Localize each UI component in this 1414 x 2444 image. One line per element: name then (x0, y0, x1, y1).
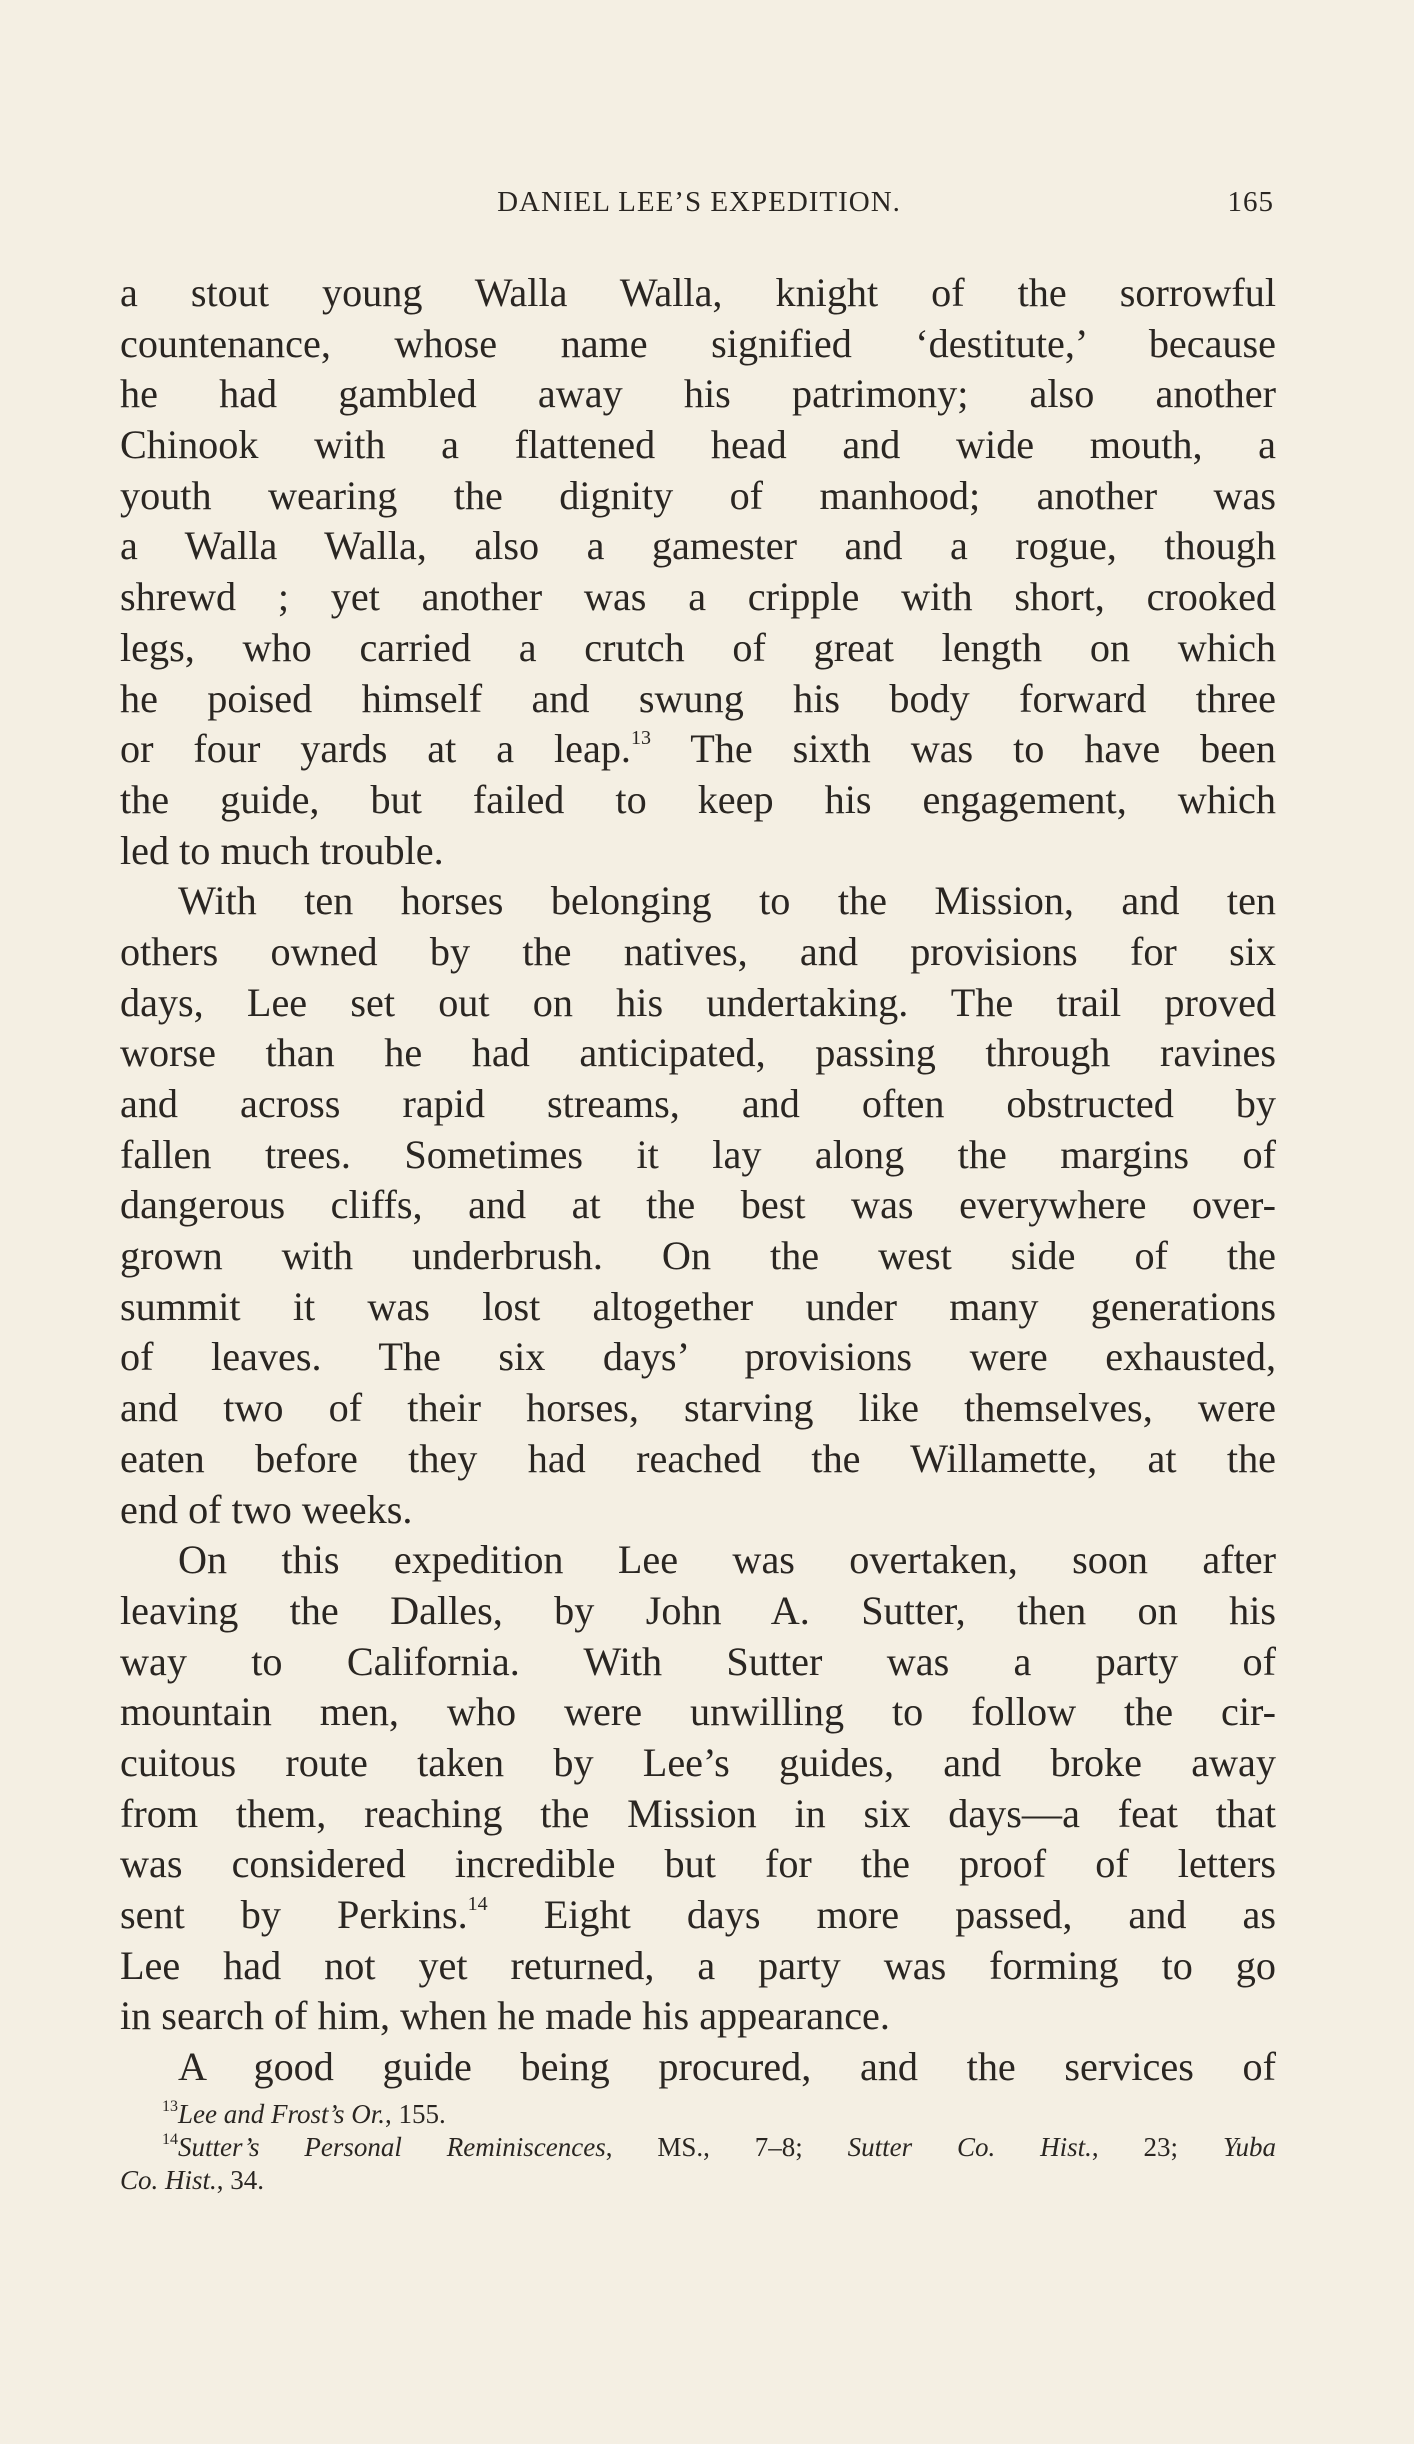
footnotes (120, 2098, 1276, 2197)
text-line: in search of him, when he made his appearance. (120, 1993, 890, 2039)
text-line: led to much trouble. (120, 827, 444, 873)
text-line: legs, who carried a crutch of great length on which (120, 624, 1276, 670)
text-line: and across rapid streams, and often obstructed by (120, 1081, 1276, 1126)
text-fragment: Eight days more passed, and as (487, 1892, 1276, 1937)
text-fragment: sent by Perkins. (120, 1892, 468, 1937)
text-line: fallen trees. Sometimes it lay along the margins of (120, 1131, 1276, 1177)
text-line: mountain men, who were unwilling to follow the cir- (120, 1689, 1276, 1735)
text-line: cuitous route taken by Lee’s guides, and broke away (120, 1739, 1276, 1785)
text-line: A good guide being procured, and the services of (178, 2044, 1276, 2090)
footnote-title: Sutter’s Personal Reminiscences (178, 2132, 606, 2162)
text-fragment: The sixth was to have been (650, 726, 1276, 772)
text-line: the guide, but failed to keep his engagement, which (120, 776, 1276, 822)
footnote-13 (120, 2098, 1276, 2131)
text-line: grown with underbrush. On the west side of the (120, 1233, 1276, 1279)
footnote-14-continued (120, 2164, 1276, 2197)
footnote-text: , 155. (385, 2099, 446, 2129)
footnote-ref-13[interactable]: 13 (630, 727, 651, 750)
text-line: of leaves. The six days’ provisions were exhausted, (120, 1334, 1276, 1380)
text-line: days, Lee set out on his undertaking. The trail proved (120, 979, 1276, 1025)
text-line: eaten before they had reached the Willamette, at the (120, 1435, 1276, 1481)
text-line: youth wearing the dignity of manhood; another was (120, 472, 1276, 518)
text-line: countenance, whose name signified ‘destitute,’ because (120, 320, 1276, 366)
text-line: others owned by the natives, and provisions for six (120, 928, 1276, 974)
footnote-text: , 34. (216, 2165, 265, 2195)
text-line: Chinook with a flattened head and wide mouth, a (120, 422, 1276, 468)
text-line: With ten horses belonging to the Mission, and ten (178, 878, 1276, 924)
text-line: and two of their horses, starving like themselves, were (120, 1385, 1276, 1431)
text-line: Lee had not yet returned, a party was forming to go (120, 1942, 1276, 1988)
footnote-number: 13 (162, 2098, 178, 2115)
text-line: a Walla Walla, also a gamester and a rogue, though (120, 523, 1276, 569)
running-head (124, 186, 1274, 226)
text-line: from them, reaching the Mission in six days—a feat that (120, 1790, 1276, 1836)
footnote-14 (120, 2131, 1276, 2164)
text-line: worse than he had anticipated, passing through ravines (120, 1030, 1276, 1076)
text-line: he poised himself and swung his body forward three (120, 675, 1276, 721)
footnote-ref-14[interactable]: 14 (467, 1893, 488, 1915)
text-line: a stout young Walla Walla, knight of the sorrowful (120, 270, 1276, 315)
text-line (120, 1890, 1276, 1941)
text-line: leaving the Dalles, by John A. Sutter, then on his (120, 1587, 1276, 1633)
text-line: end of two weeks. (120, 1486, 413, 1532)
chapter-title: DANIEL LEE’S EXPEDITION. (497, 186, 901, 218)
footnote-title: Yuba (1222, 2132, 1276, 2162)
text-line: he had gambled away his patrimony; also another (120, 371, 1276, 417)
text-line: shrewd ; yet another was a cripple with short, crooked (120, 574, 1276, 620)
footnote-number: 14 (162, 2131, 178, 2148)
footnote-title: Co. Hist. (120, 2165, 217, 2195)
body-text (120, 268, 1276, 2093)
text-line: way to California. With Sutter was a party of (120, 1638, 1276, 1684)
text-line: summit it was lost altogether under many generations (120, 1283, 1276, 1329)
footnote-text: , 23; (1091, 2132, 1223, 2162)
text-line: was considered incredible but for the proof of letters (120, 1841, 1276, 1887)
footnote-title: Lee and Frost’s Or. (178, 2099, 386, 2129)
text-line: On this expedition Lee was overtaken, soon after (178, 1537, 1276, 1583)
text-line (120, 724, 1276, 775)
footnote-title: Sutter Co. Hist. (847, 2132, 1092, 2162)
text-fragment: or four yards at a leap. (120, 726, 631, 772)
page-number: 165 (1227, 186, 1274, 218)
text-line: dangerous cliffs, and at the best was everywhere over- (120, 1182, 1276, 1228)
footnote-text: , MS., 7–8; (605, 2132, 848, 2162)
